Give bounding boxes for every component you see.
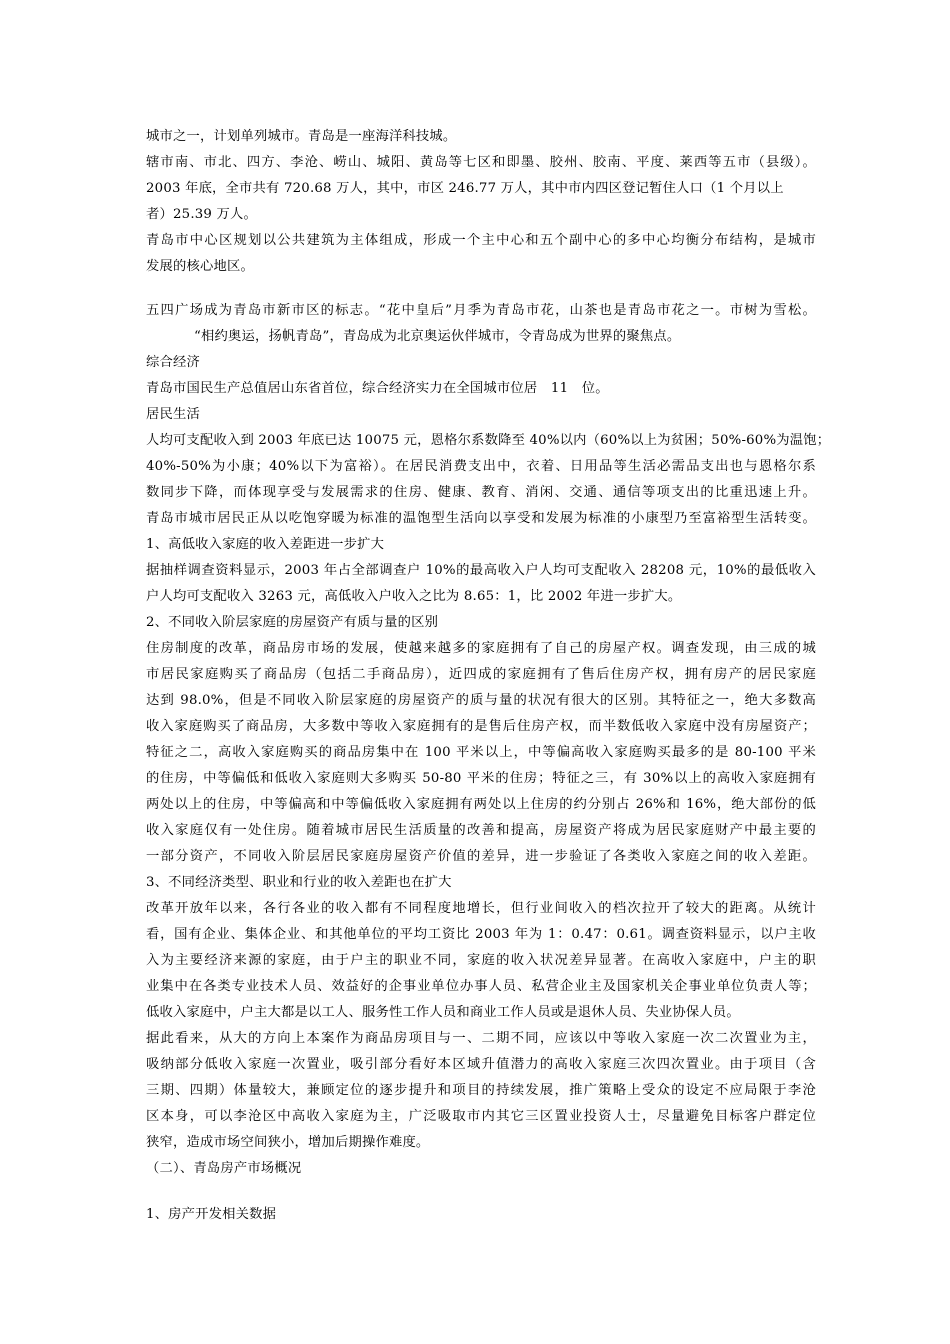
text-line: 一部分资产，不同收入阶层居民家庭房屋资产价值的差异，进一步验证了各类收入家庭之间的收入差距。 — [146, 849, 816, 864]
text-line: 数同步下降，而体现享受与发展需求的住房、健康、教育、消闲、交通、通信等项支出的比重迅速上升。 — [146, 485, 816, 500]
text-line: 青岛市中心区规划以公共建筑为主体组成，形成一个主中心和五个副中心的多中心均衡分布结构，是城市 — [146, 233, 816, 248]
section-heading: 1、高低收入家庭的收入差距进一步扩大 — [146, 537, 385, 552]
text-line: 两处以上的住房，中等偏高和中等偏低收入家庭拥有两处以上住房的约分别占 26%和 16%，绝大部份的低 — [146, 797, 816, 812]
text-line: 改革开放年以来，各行各业的收入都有不同程度地增长，但行业间收入的档次拉开了较大的距离。从统计 — [146, 901, 816, 916]
text-line: 城市之一，计划单列城市。青岛是一座海洋科技城。 — [146, 129, 457, 144]
text-line: 青岛市城市居民正从以吃饱穿暖为标准的温饱型生活向以享受和发展为标准的小康型乃至富裕型生活转变。 — [146, 511, 816, 526]
section-heading: 3、不同经济类型、职业和行业的收入差距也在扩大 — [146, 875, 452, 890]
section-heading: 1、房产开发相关数据 — [146, 1207, 277, 1222]
text-line: 据此看来，从大的方向上本案作为商品房项目与一、二期不同，应该以中等收入家庭一次二次置业为主， — [146, 1031, 816, 1046]
text-line: 者）25.39 万人。 — [146, 207, 257, 222]
text-line: 户人均可支配收入 3263 元，高低收入户收入之比为 8.65：1，比 2002 年进一步扩大。 — [146, 589, 682, 604]
text-line: 三期、四期）体量较大，兼顾定位的逐步提升和项目的持续发展，推广策略上受众的设定不应局限于李沧 — [146, 1083, 816, 1098]
text-line: 发展的核心地区。 — [146, 259, 254, 274]
text-line: 2003 年底，全市共有 720.68 万人，其中，市区 246.77 万人，其中市内四区登记暂住人口（1 个月以上 — [146, 181, 784, 196]
text-line: 辖市南、市北、四方、李沧、崂山、城阳、黄岛等七区和即墨、胶州、胶南、平度、莱西等五市（县级）。 — [146, 155, 816, 170]
text-line: 据抽样调查资料显示，2003 年占全部调查户 10%的最高收入户人均可支配收入 28208 元，10%的最低收入 — [146, 563, 816, 578]
text-line: 狭窄，造成市场空间狭小，增加后期操作难度。 — [146, 1135, 430, 1150]
text-line: 达到 98.0%，但是不同收入阶层家庭的房屋资产的质与量的状况有很大的区别。其特征之一，绝大多数高 — [146, 693, 816, 708]
text-line: 青岛市国民生产总值居山东省首位，综合经济实力在全国城市位居 11 位。 — [146, 381, 609, 396]
text-line: 入为主要经济来源的家庭，由于户主的职业不同，家庭的收入状况差异显著。在高收入家庭中，户主的职 — [146, 953, 816, 968]
text-line: 特征之二，高收入家庭购买的商品房集中在 100 平米以上，中等偏高收入家庭购买最多的是 80-100 平米 — [146, 745, 816, 760]
text-line: 市居民家庭购买了商品房（包括二手商品房），近四成的家庭拥有了售后住房产权，拥有房产的居民家庭 — [146, 667, 816, 682]
text-line: “相约奥运，扬帆青岛”，青岛成为北京奥运伙伴城市，令青岛成为世界的聚焦点。 — [194, 329, 681, 344]
section-heading: （二）、青岛房产市场概况 — [146, 1161, 302, 1176]
text-line: 收入家庭购买了商品房，大多数中等收入家庭拥有的是售后住房产权，而半数低收入家庭中没有房屋资产； — [146, 719, 816, 734]
text-line: 五四广场成为青岛市新市区的标志。“花中皇后”月季为青岛市花，山茶也是青岛市花之一。市树为雪松。 — [146, 303, 816, 318]
section-heading: 居民生活 — [146, 407, 200, 422]
text-line: 业集中在各类专业技术人员、效益好的企事业单位办事人员、私营企业主及国家机关企事业单位负责人等； — [146, 979, 816, 994]
text-line: 40%-50%为小康；40%以下为富裕）。在居民消费支出中，衣着、日用品等生活必需品支出也与恩格尔系 — [146, 459, 816, 474]
section-heading: 综合经济 — [146, 355, 200, 370]
text-line: 的住房，中等偏低和低收入家庭则大多购买 50-80 平米的住房；特征之三，有 30%以上的高收入家庭拥有 — [146, 771, 816, 786]
text-line: 收入家庭仅有一处住房。随着城市居民生活质量的改善和提高，房屋资产将成为居民家庭财产中最主要的 — [146, 823, 816, 838]
text-line: 看，国有企业、集体企业、和其他单位的平均工资比 2003 年为 1：0.47：0.61。调查资料显示，以户主收 — [146, 927, 816, 942]
text-line: 人均可支配收入到 2003 年底已达 10075 元，恩格尔系数降至 40%以内（60%以上为贫困；50%-60%为温饱； — [146, 433, 831, 448]
text-line: 住房制度的改革，商品房市场的发展，使越来越多的家庭拥有了自己的房屋产权。调查发现，由三成的城 — [146, 641, 816, 656]
text-line: 区本身，可以李沧区中高收入家庭为主，广泛吸取市内其它三区置业投资人士，尽量避免目标客户群定位 — [146, 1109, 816, 1124]
text-line: 低收入家庭中，户主大都是以工人、服务性工作人员和商业工作人员或是退休人员、失业协保人员。 — [146, 1005, 740, 1020]
section-heading: 2、不同收入阶层家庭的房屋资产有质与量的区别 — [146, 615, 439, 630]
text-line: 吸纳部分低收入家庭一次置业，吸引部分看好本区域升值潜力的高收入家庭三次四次置业。由于项目（含 — [146, 1057, 816, 1072]
